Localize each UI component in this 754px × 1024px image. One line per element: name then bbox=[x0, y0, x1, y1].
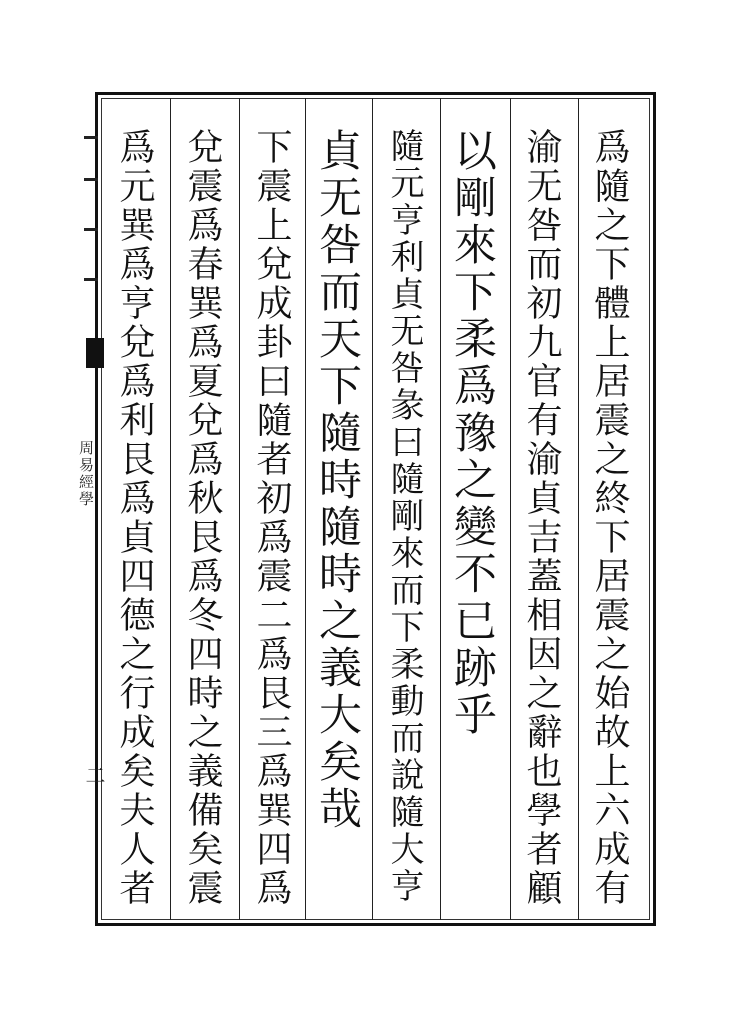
column-rule bbox=[239, 98, 240, 920]
column-rule bbox=[440, 98, 441, 920]
text-column-4: 隨元亨利貞无咎彖曰隨剛來而下柔動而說隨大亨 bbox=[384, 128, 424, 905]
column-rule bbox=[170, 98, 171, 920]
margin-title: 周易經學 bbox=[77, 440, 95, 508]
text-column-8: 爲元巽爲亨兌爲利艮爲貞四德之行成矣夫人者 bbox=[114, 128, 155, 908]
text-column-2: 渝无咎而初九官有渝貞吉蓋相因之辭也學者顧 bbox=[521, 128, 562, 908]
margin-marks bbox=[82, 118, 102, 308]
column-rule bbox=[578, 98, 579, 920]
text-column-3: 以剛來下柔爲豫之變不已跡乎 bbox=[447, 128, 497, 739]
page-number: 二 bbox=[82, 765, 106, 785]
text-column-1: 爲隨之下體上居震之終下居震之始故上六成有 bbox=[589, 128, 630, 908]
column-rule bbox=[305, 98, 306, 920]
column-rule bbox=[372, 98, 373, 920]
text-column-7: 兌震爲春巽爲夏兌爲秋艮爲冬四時之義備矣震 bbox=[182, 128, 223, 908]
fishtail-mark bbox=[86, 338, 104, 368]
text-column-6: 下震上兌成卦曰隨者初爲震二爲艮三爲巽四爲 bbox=[251, 128, 292, 908]
text-column-5: 貞无咎而天下隨時隨時之義大矣哉 bbox=[312, 128, 362, 833]
column-rule bbox=[510, 98, 511, 920]
